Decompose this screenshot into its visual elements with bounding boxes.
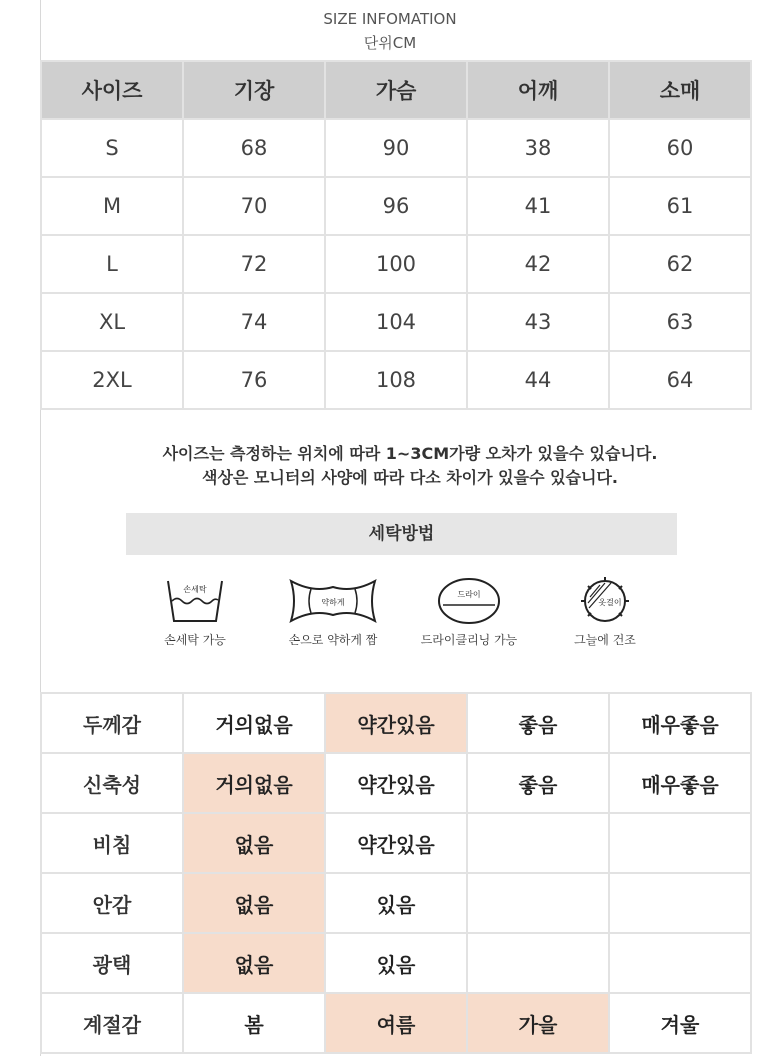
header-chest: 가슴 xyxy=(325,61,467,119)
attr-cell: 겨울 xyxy=(609,993,751,1053)
attr-cell: 약간있음 xyxy=(325,693,467,753)
chest-cell: 100 xyxy=(325,235,467,293)
shade-dry-icon xyxy=(570,575,640,627)
size-cell: L xyxy=(41,235,183,293)
dry-clean-caption: 드라이클리닝 가능 xyxy=(420,633,518,647)
attr-label: 두께감 xyxy=(41,693,183,753)
attr-cell: 있음 xyxy=(325,873,467,933)
attr-cell: 봄 xyxy=(183,993,325,1053)
attr-cell: 없음 xyxy=(183,873,325,933)
attr-cell xyxy=(467,933,609,993)
attr-cell: 여름 xyxy=(325,993,467,1053)
size-info-title: SIZE INFOMATION xyxy=(323,10,457,28)
attr-cell xyxy=(609,873,751,933)
length-cell: 76 xyxy=(183,351,325,409)
washing-item-dry-clean xyxy=(394,575,544,648)
shoulder-cell: 44 xyxy=(467,351,609,409)
note-measurement: 사이즈는 측정하는 위치에 따라 1~3CM가량 오차가 있을수 있습니다. xyxy=(162,444,658,463)
sleeve-cell: 63 xyxy=(609,293,751,351)
table-row xyxy=(41,873,751,933)
chest-cell: 108 xyxy=(325,351,467,409)
shoulder-cell: 41 xyxy=(467,177,609,235)
washing-item-gentle-wring xyxy=(258,575,408,648)
unit-label: 단위CM xyxy=(363,34,417,52)
gentle-wring-icon-text: 약하게 xyxy=(321,598,345,607)
attr-cell: 매우좋음 xyxy=(609,753,751,813)
header-sleeve: 소매 xyxy=(609,61,751,119)
table-row xyxy=(41,351,751,409)
size-notes xyxy=(40,442,780,490)
table-row xyxy=(41,293,751,351)
table-row xyxy=(41,119,751,177)
attr-cell: 없음 xyxy=(183,933,325,993)
attr-cell: 약간있음 xyxy=(325,813,467,873)
table-row xyxy=(41,753,751,813)
header-shoulder: 어깨 xyxy=(467,61,609,119)
attr-label: 안감 xyxy=(41,873,183,933)
size-cell: XL xyxy=(41,293,183,351)
attr-cell: 매우좋음 xyxy=(609,693,751,753)
sleeve-cell: 62 xyxy=(609,235,751,293)
shoulder-cell: 42 xyxy=(467,235,609,293)
hand-wash-icon-text: 손세탁 xyxy=(183,585,207,594)
size-table xyxy=(40,60,752,410)
table-row xyxy=(41,235,751,293)
note-color: 색상은 모니터의 사양에 따라 다소 차이가 있을수 있습니다. xyxy=(201,468,618,487)
dry-clean-icon xyxy=(434,575,504,627)
header-size: 사이즈 xyxy=(41,61,183,119)
hand-wash-icon xyxy=(160,575,230,627)
chest-cell: 104 xyxy=(325,293,467,351)
attr-cell: 있음 xyxy=(325,933,467,993)
length-cell: 74 xyxy=(183,293,325,351)
length-cell: 70 xyxy=(183,177,325,235)
chest-cell: 90 xyxy=(325,119,467,177)
attr-label: 비침 xyxy=(41,813,183,873)
chest-cell: 96 xyxy=(325,177,467,235)
sleeve-cell: 60 xyxy=(609,119,751,177)
sleeve-cell: 61 xyxy=(609,177,751,235)
table-row xyxy=(41,693,751,753)
table-row xyxy=(41,993,751,1053)
table-row xyxy=(41,813,751,873)
attr-cell: 거의없음 xyxy=(183,693,325,753)
table-row xyxy=(41,177,751,235)
shade-dry-icon-text: 옷걸이 xyxy=(598,598,622,607)
shade-dry-caption: 그늘에 건조 xyxy=(574,633,636,647)
header-length: 기장 xyxy=(183,61,325,119)
washing-title: 세탁방법 xyxy=(126,513,677,555)
size-cell: S xyxy=(41,119,183,177)
sleeve-cell: 64 xyxy=(609,351,751,409)
attr-cell xyxy=(467,813,609,873)
attr-cell xyxy=(609,933,751,993)
attr-cell xyxy=(609,813,751,873)
attr-label: 계절감 xyxy=(41,993,183,1053)
attribute-table xyxy=(40,692,752,1054)
dry-clean-icon-text: 드라이 xyxy=(457,590,481,599)
length-cell: 68 xyxy=(183,119,325,177)
attr-label: 광택 xyxy=(41,933,183,993)
washing-item-hand-wash xyxy=(120,575,270,648)
gentle-wring-icon xyxy=(283,575,383,627)
attr-label: 신축성 xyxy=(41,753,183,813)
attr-cell: 거의없음 xyxy=(183,753,325,813)
size-cell: 2XL xyxy=(41,351,183,409)
attr-cell: 없음 xyxy=(183,813,325,873)
size-table-header-row xyxy=(41,61,751,119)
attr-cell: 가을 xyxy=(467,993,609,1053)
attr-cell: 좋음 xyxy=(467,693,609,753)
hand-wash-caption: 손세탁 가능 xyxy=(164,633,226,647)
shoulder-cell: 43 xyxy=(467,293,609,351)
gentle-wring-caption: 손으로 약하게 짬 xyxy=(288,633,378,647)
size-cell: M xyxy=(41,177,183,235)
shoulder-cell: 38 xyxy=(467,119,609,177)
attr-cell: 좋음 xyxy=(467,753,609,813)
length-cell: 72 xyxy=(183,235,325,293)
table-row xyxy=(41,933,751,993)
attr-cell: 약간있음 xyxy=(325,753,467,813)
washing-item-shade-dry xyxy=(530,575,680,648)
attr-cell xyxy=(467,873,609,933)
